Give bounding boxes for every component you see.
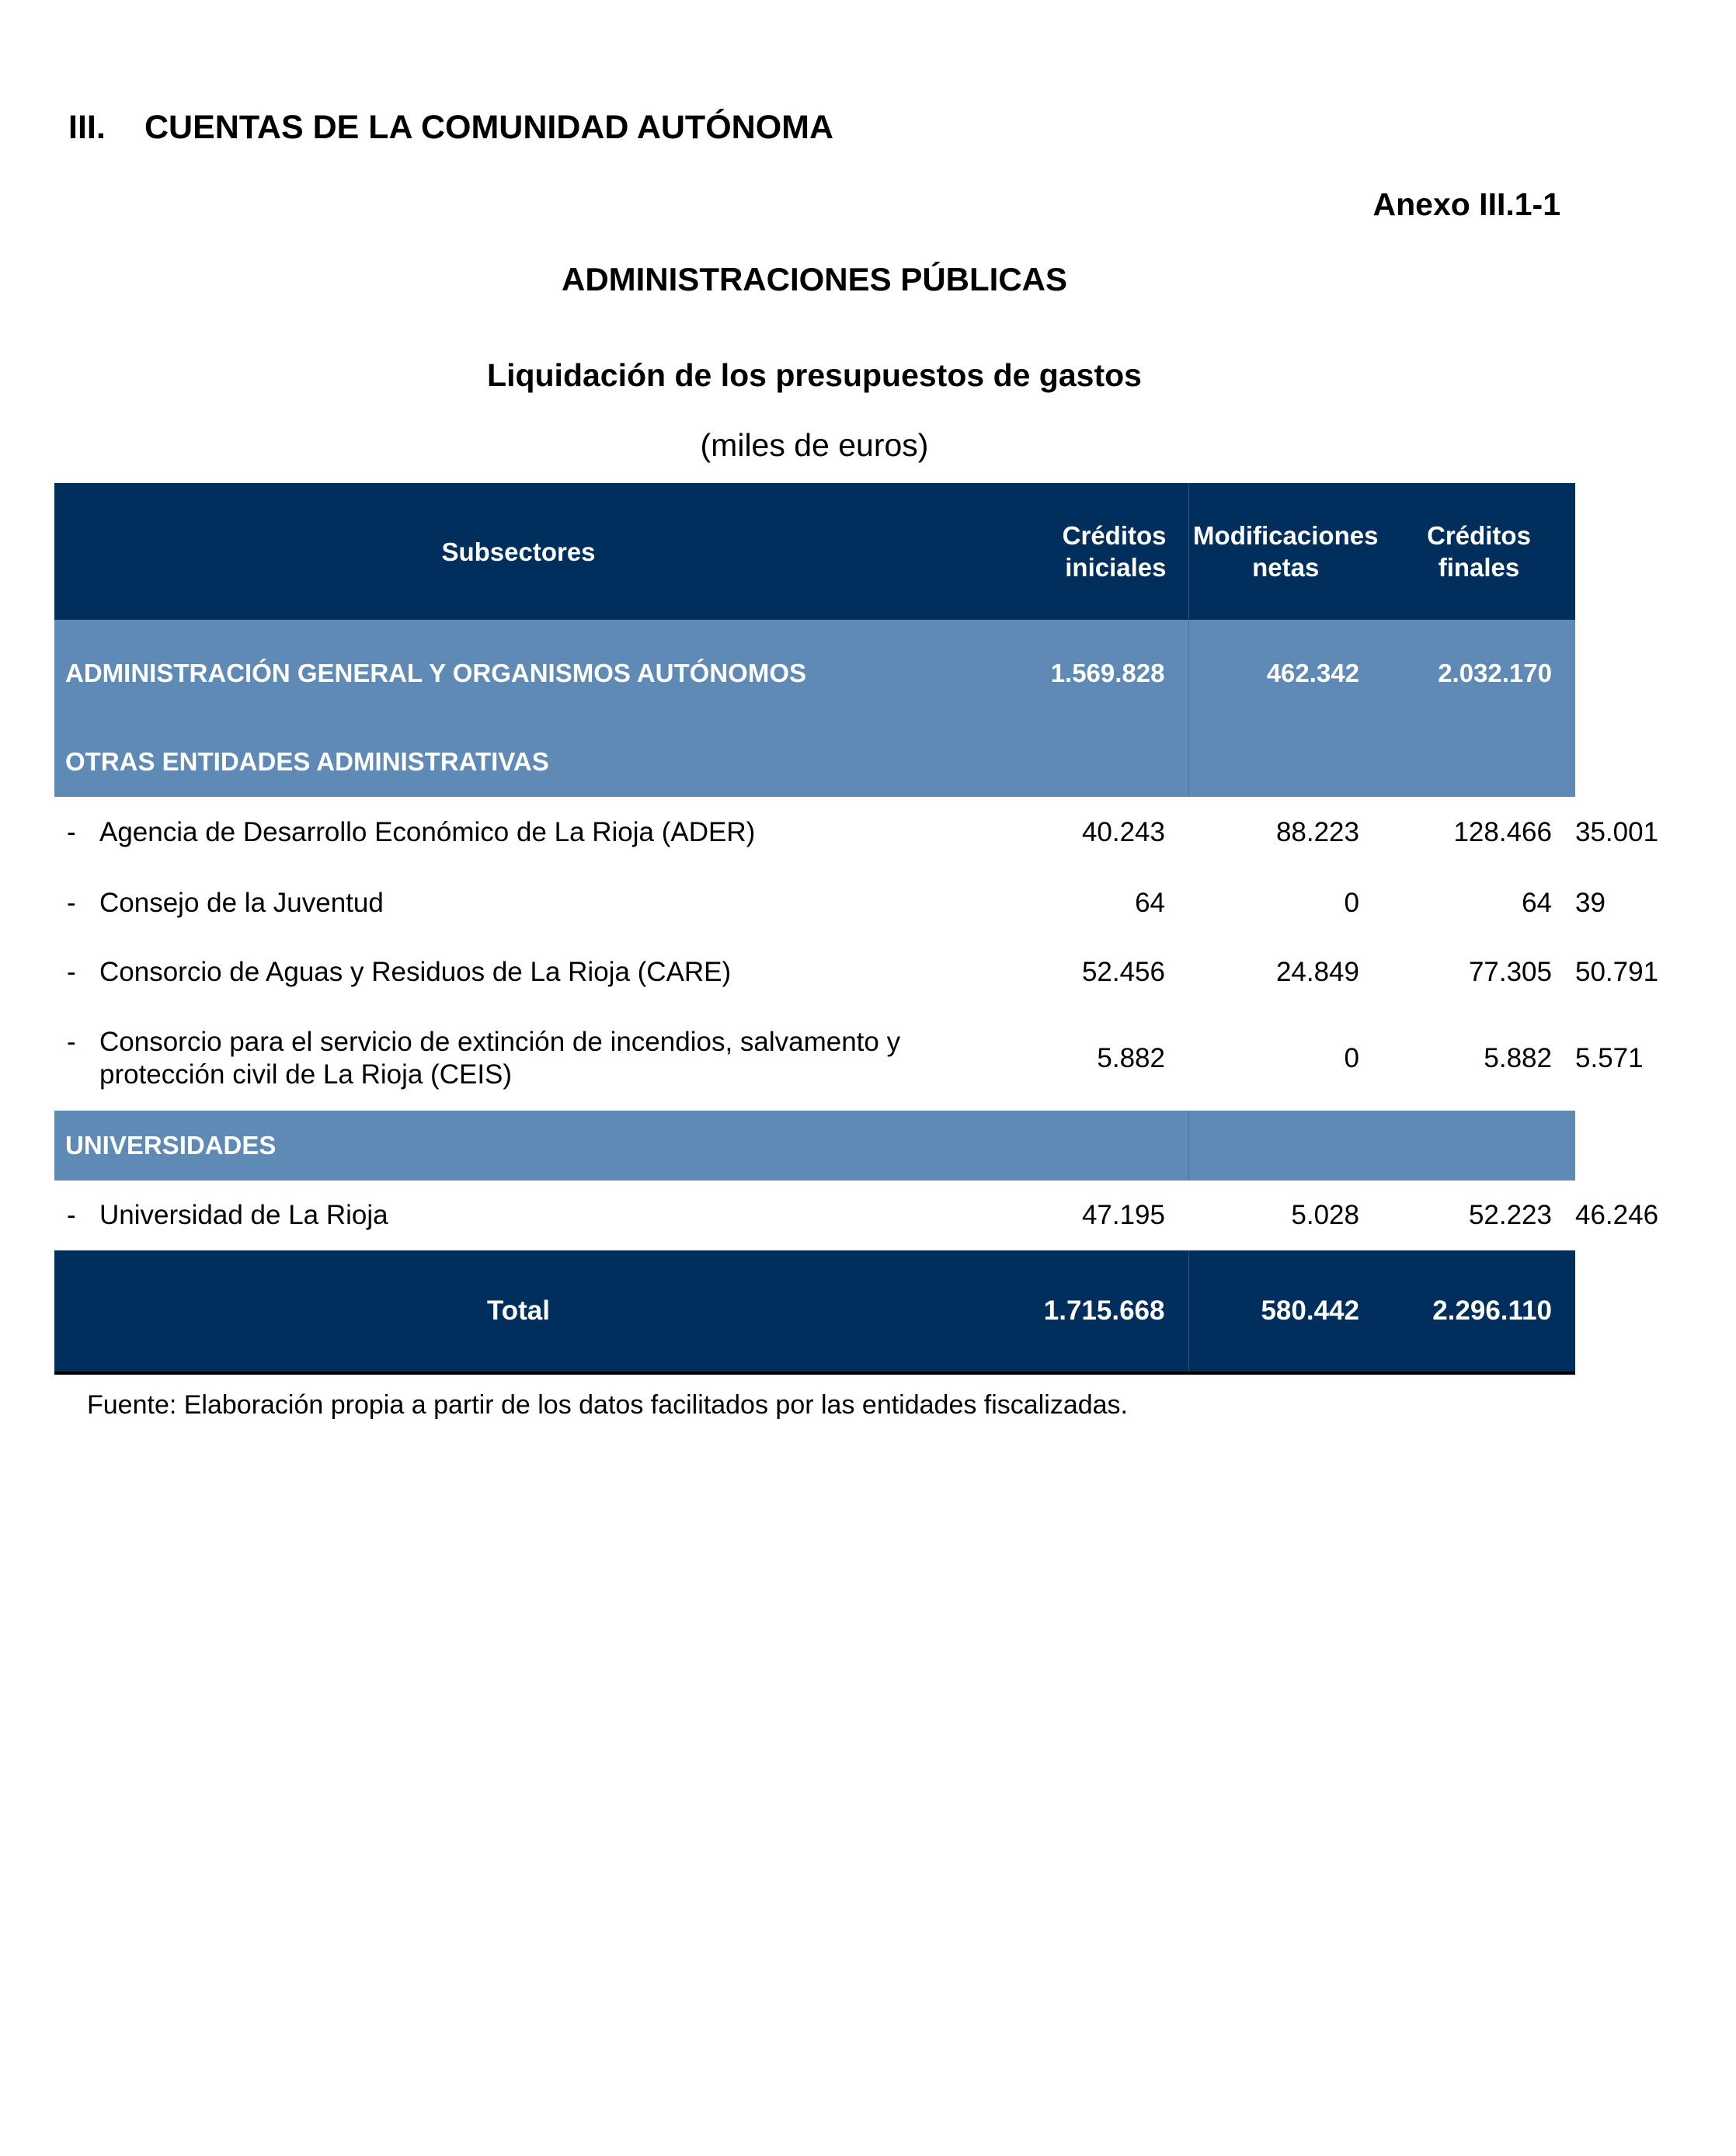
row-bullet: -: [67, 888, 76, 918]
empty-cell: [1383, 727, 1575, 797]
empty-cell: [983, 727, 1188, 797]
section-label: ADMINISTRACIÓN GENERAL Y ORGANISMOS AUTÓNOMOS: [54, 620, 983, 727]
table-row: - Universidad de La Rioja 47.195 5.028 52.223 46.246: [54, 1181, 1575, 1250]
row-bullet: -: [67, 817, 76, 847]
header-text: Créditos: [1062, 521, 1167, 550]
table-row: - Agencia de Desarrollo Económico de La Rioja (ADER) 40.243 88.223 128.466 35.001: [54, 797, 1575, 868]
value-cell: 40.243: [983, 797, 1188, 868]
header-text: reconocidas: [1575, 553, 1727, 582]
header-subsectores: Subsectores: [54, 483, 983, 620]
total-label: Total: [54, 1250, 983, 1373]
row-bullet: -: [67, 1200, 76, 1230]
header-text: iniciales: [1065, 553, 1167, 582]
header-modificaciones-netas: [1188, 483, 1383, 620]
value-cell: 24.849: [1188, 938, 1383, 1007]
value-cell: 128.466: [1383, 797, 1575, 868]
empty-cell: [1383, 1111, 1575, 1181]
value-cell: 88.223: [1188, 797, 1383, 868]
section-row-admin-general: ADMINISTRACIÓN GENERAL Y ORGANISMOS AUTÓNOMOS 1.569.828 462.342 2.032.170 1.881.708: [54, 620, 1575, 727]
row-label-text: Consejo de la Juventud: [99, 888, 384, 918]
row-label-text: Universidad de La Rioja: [99, 1200, 388, 1230]
row-bullet: -: [67, 957, 76, 987]
row-label: [54, 1007, 983, 1111]
value-cell: 462.342: [1188, 620, 1383, 727]
value-cell: 1.569.828: [983, 620, 1188, 727]
table-subtitle: Liquidación de los presupuestos de gastos: [487, 357, 1142, 393]
header-text: finales: [1438, 553, 1520, 582]
row-label: [54, 938, 983, 1007]
empty-cell: [1188, 727, 1383, 797]
section-row-otras-entidades: [54, 727, 1575, 797]
value-cell: 47.195: [983, 1181, 1188, 1250]
value-cell: 5.882: [1383, 1007, 1575, 1111]
value-cell: 0: [1188, 868, 1383, 938]
header-creditos-finales: [1383, 483, 1575, 620]
row-label: [54, 868, 983, 938]
page-title: ADMINISTRACIONES PÚBLICAS: [561, 261, 1068, 297]
header-text: Créditos: [1427, 521, 1531, 550]
chapter-title: CUENTAS DE LA COMUNIDAD AUTÓNOMA: [144, 109, 834, 146]
header-text: netas: [1252, 553, 1320, 582]
total-value: 2.296.110: [1383, 1250, 1575, 1373]
annex-label: Anexo III.1-1: [1372, 186, 1560, 222]
row-bullet: -: [67, 1027, 76, 1057]
header-text: Modificaciones: [1193, 521, 1379, 550]
total-value: 1.715.668: [983, 1250, 1188, 1373]
empty-cell: [1188, 1111, 1383, 1181]
units-note: (miles de euros): [700, 427, 929, 463]
header-creditos-iniciales: [983, 483, 1188, 620]
chapter-heading: [68, 109, 833, 147]
header-row: [54, 483, 1575, 620]
table-row: - Consorcio para el servicio de extinción de incendios, salvamento y protección civil de La Rioja (CEIS) 5.882 0 5.882 5.571: [54, 1007, 1575, 1111]
row-label-text: Agencia de Desarrollo Económico de La Rioja (ADER): [99, 817, 756, 847]
table-row: - Consorcio de Aguas y Residuos de La Rioja (CARE) 52.456 24.849 77.305 50.791: [54, 938, 1575, 1007]
value-cell: 52.223: [1383, 1181, 1575, 1250]
value-cell: 77.305: [1383, 938, 1575, 1007]
value-cell: 2.032.170: [1383, 620, 1575, 727]
section-label: OTRAS ENTIDADES ADMINISTRATIVAS: [54, 727, 983, 797]
row-label-text: Consorcio para el servicio de extinción de incendios, salvamento y protección civil de La Rioja (CEIS): [99, 1027, 901, 1090]
table-row: - Consejo de la Juventud 64 0 64 39: [54, 868, 1575, 938]
value-cell: 64: [983, 868, 1188, 938]
total-row: Total 1.715.668 580.442 2.296.110 2.019.356: [54, 1250, 1575, 1373]
empty-cell: [983, 1111, 1188, 1181]
header-text: Obligaciones: [1575, 521, 1736, 550]
value-cell: 52.456: [983, 938, 1188, 1007]
row-label: [54, 1181, 983, 1250]
total-value: 580.442: [1188, 1250, 1383, 1373]
budget-table: [54, 483, 1736, 1375]
section-row-universidades: [54, 1111, 1575, 1181]
value-cell: 0: [1188, 1007, 1383, 1111]
chapter-number: III.: [68, 109, 106, 146]
value-cell: 5.882: [983, 1007, 1188, 1111]
source-note: Fuente: Elaboración propia a partir de los datos facilitados por las entidades fiscalizadas.: [87, 1390, 1128, 1420]
row-label-text: Consorcio de Aguas y Residuos de La Rioja (CARE): [99, 957, 732, 987]
row-label: [54, 797, 983, 868]
value-cell: 64: [1383, 868, 1575, 938]
section-label: UNIVERSIDADES: [54, 1111, 983, 1181]
value-cell: 5.028: [1188, 1181, 1383, 1250]
